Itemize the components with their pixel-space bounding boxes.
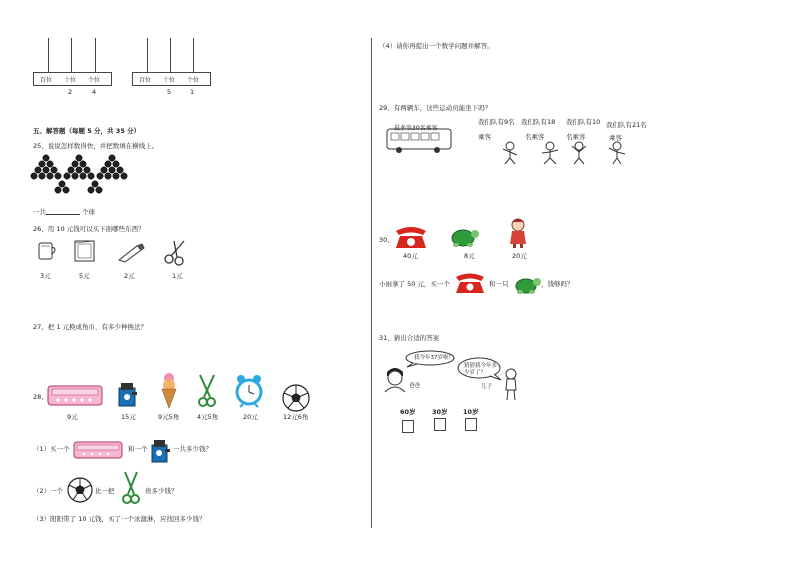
- q28-sub1-part-a: （1）买一个: [33, 445, 70, 453]
- athlete-icon: [605, 140, 629, 166]
- question-28-label: 28、: [33, 393, 48, 401]
- soccer-ball-icon: [281, 383, 311, 413]
- q30-question-part-c: ，钱够吗？: [541, 280, 574, 288]
- team-label-3-line2: 名乘客: [566, 133, 586, 141]
- q26-price: 1元: [172, 272, 183, 280]
- q28-sub4: （4）请你再提出一个数学问题并解答。: [379, 42, 494, 50]
- athlete-icon: [538, 140, 562, 166]
- notebook-icon: [72, 238, 98, 264]
- place-label: 十位: [163, 77, 176, 84]
- q28-price: 15元: [121, 413, 136, 421]
- person-label-father: 爸爸: [409, 383, 421, 389]
- option-checkbox[interactable]: [434, 418, 446, 431]
- abacus-rod: [147, 38, 148, 73]
- team-label-2: 我们队有18: [521, 118, 556, 126]
- q28-sub1-part-c: 一共多少钱？: [173, 445, 212, 453]
- q26-price: 2元: [124, 272, 135, 280]
- team-label-1-line2: 乘客: [478, 133, 491, 141]
- q25-answer-blank[interactable]: [46, 213, 80, 215]
- ball-triangles-image: [30, 153, 130, 199]
- scissors-icon: [196, 373, 218, 409]
- section-title: 五、解答题（每题 5 分，共 35 分）: [33, 127, 141, 135]
- question-26: 26、用 10 元钱可以买下面哪些东西？: [33, 225, 145, 233]
- option-checkbox[interactable]: [465, 418, 477, 431]
- q28-sub2-part-b: 比一把: [95, 487, 115, 495]
- telephone-icon: [453, 271, 487, 295]
- cup-icon: [36, 240, 60, 262]
- q28-price: 20元: [243, 413, 258, 421]
- option-label: 30岁: [432, 408, 448, 416]
- person-label-son: 儿子: [481, 384, 493, 390]
- pencil-case-icon: [46, 382, 104, 408]
- q26-price: 5元: [79, 272, 90, 280]
- abacus-number: 2: [68, 88, 73, 96]
- abacus-number: 4: [92, 88, 97, 96]
- scissors-icon: [121, 470, 141, 506]
- q28-price: 9元: [67, 413, 78, 421]
- column-divider: [371, 38, 372, 528]
- soccer-ball-icon: [66, 476, 94, 504]
- abacus-base: [33, 72, 112, 86]
- q30-question-part-b: 和一只: [489, 280, 509, 288]
- team-label-3: 我们队有10: [566, 118, 601, 126]
- q28-sub2-part-a: （2）一个: [33, 487, 64, 495]
- athlete-icon: [567, 140, 591, 166]
- q28-price: 4元5角: [197, 413, 219, 421]
- question-30-label: 30、: [379, 236, 394, 244]
- place-label: 百位: [139, 77, 152, 84]
- q25-answer-prefix: 一共: [33, 208, 46, 216]
- q28-sub2-part-c: 贵多少钱？: [145, 487, 178, 495]
- option-checkbox[interactable]: [402, 420, 414, 433]
- scissors-icon: [162, 238, 190, 266]
- question-27: 27、把 1 元换成角币，有多少种换法？: [33, 323, 148, 331]
- abacus-number: 1: [190, 88, 195, 96]
- place-label: 个位: [88, 77, 101, 84]
- option-label: 10岁: [463, 408, 479, 416]
- q28-sub3: （3）阳阳带了 10 元钱，买了一个冰激淋，应找回多少钱？: [33, 515, 206, 523]
- abacus-number: 5: [167, 88, 172, 96]
- q28-sub1-part-b: 和一个: [128, 445, 148, 453]
- option-label: 60岁: [400, 408, 416, 416]
- turtle-icon: [514, 272, 542, 296]
- father-icon: [381, 364, 409, 394]
- bus-capacity-label: 最多坐30名乘客: [394, 125, 438, 132]
- alarm-clock-icon: [235, 374, 263, 408]
- q30-price: 40元: [403, 252, 418, 260]
- knife-icon: [115, 240, 149, 264]
- team-label-4: 我们队有21名: [606, 121, 647, 129]
- pencil-case-icon: [72, 439, 124, 461]
- athlete-icon: [498, 140, 522, 166]
- q30-question-part-a: 小雨拿了 50 元，买一个: [379, 280, 450, 288]
- q26-price: 3元: [40, 272, 51, 280]
- bubble-text-2-line1: 猜猜我今年多: [464, 363, 498, 369]
- q28-price: 9元5角: [158, 413, 180, 421]
- q30-price: 20元: [512, 252, 527, 260]
- abacus-rod: [193, 38, 194, 73]
- abacus-base: [132, 72, 211, 86]
- q25-answer-suffix: 个球: [82, 208, 95, 216]
- place-label: 十位: [64, 77, 77, 84]
- abacus-rod: [71, 38, 72, 73]
- sharpener-icon: [115, 380, 139, 410]
- abacus-rod: [95, 38, 96, 73]
- question-31: 31、猜出合适的答案: [379, 334, 440, 342]
- abacus-rod: [48, 38, 49, 73]
- telephone-icon: [393, 224, 429, 250]
- turtle-icon: [449, 223, 481, 249]
- team-label-1: 我们队有9名: [478, 118, 515, 126]
- doll-icon: [507, 217, 529, 249]
- team-label-4-line2: 乘客: [609, 134, 622, 142]
- question-29: 29、有两辆车，这些运动员能坐下吗？: [379, 104, 492, 112]
- team-label-2-line2: 名乘客: [525, 133, 545, 141]
- place-label: 百位: [40, 77, 53, 84]
- q28-price: 12元6角: [283, 413, 309, 421]
- ice-cream-icon: [158, 372, 180, 410]
- sharpener-icon: [149, 437, 171, 465]
- bubble-text-2-line2: 少岁了？: [464, 370, 487, 376]
- q30-price: 8元: [464, 252, 475, 260]
- abacus-rod: [170, 38, 171, 73]
- bubble-text-1: 我今年37岁啦！: [414, 355, 454, 361]
- question-25: 25、说说怎样数得快，并把数填在横线上。: [33, 142, 159, 150]
- place-label: 个位: [187, 77, 200, 84]
- boy-icon: [502, 368, 520, 402]
